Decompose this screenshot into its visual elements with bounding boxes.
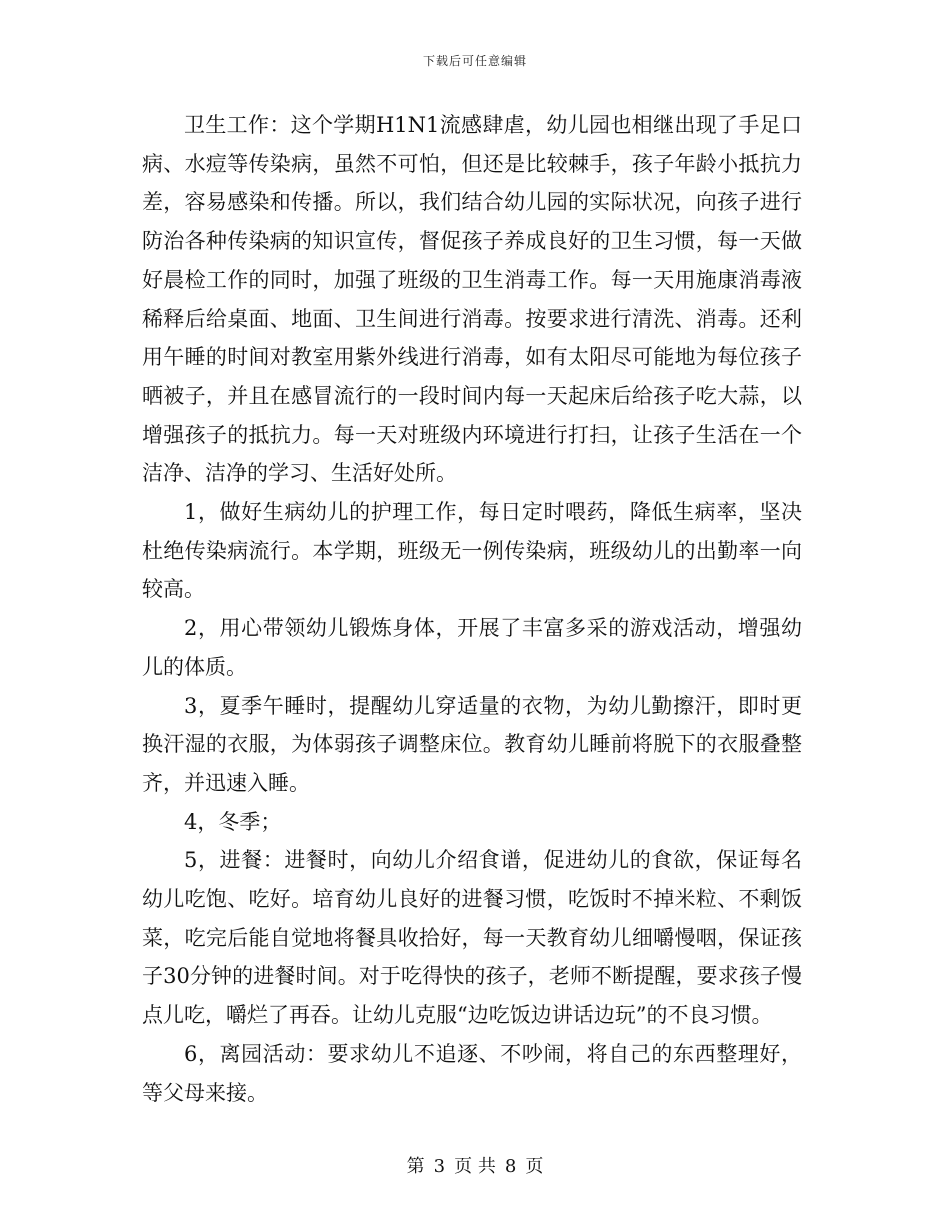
footer-page-word: 页 — [454, 1156, 473, 1177]
total-pages-number: 8 — [504, 1156, 517, 1177]
paragraph-item-1: 1，做好生病幼儿的护理工作，每日定时喂药，降低生病率，坚决杜绝传染病流行。本学期，班级无一例传染病，班级幼儿的出勤率一向较高。 — [142, 500, 802, 602]
paragraph-hygiene: 卫生工作：这个学期H1N1流感肆虐，幼儿园也相继出现了手足口病、水痘等传染病，虽然不可怕，但还是比较棘手，孩子年龄小抵抗力差，容易感染和传播。所以，我们结合幼儿园的实际状况，向孩子进行防治各种传染病的知识宣传，督促孩子养成良好的卫生习惯，每一天做好晨检工作的同时，加强了班级的卫生消毒工作。每一天用施康消毒液稀释后给桌面、地面、卫生间进行消毒。按要求进行清洗、消毒。还利用午睡的时间对教室用紫外线进行消毒，如有太阳尽可能地为每位孩子晒被子，并且在感冒流行的一段时间内每一天起床后给孩子吃大蒜，以增强孩子的抵抗力。每一天对班级内环境进行打扫，让孩子生活在一个洁净、洁净的学习、生活好处所。 — [142, 113, 802, 486]
page-header: 下载后可任意编辑 — [422, 54, 527, 68]
footer-prefix: 第 — [406, 1156, 425, 1177]
paragraph-item-6: 6，离园活动：要求幼儿不追逐、不吵闹，将自己的东西整理好，等父母来接。 — [142, 1041, 802, 1105]
document-body — [142, 106, 802, 1112]
footer-suffix: 页 — [525, 1156, 544, 1177]
paragraph-item-2: 2，用心带领幼儿锻炼身体，开展了丰富多采的游戏活动，增强幼儿的体质。 — [142, 616, 802, 679]
current-page-number: 3 — [433, 1156, 446, 1177]
paragraph-item-5: 5，进餐：进餐时，向幼儿介绍食谱，促进幼儿的食欲，保证每名幼儿吃饱、吃好。培育幼儿良好的进餐习惯，吃饭时不掉米粒、不剩饭菜，吃完后能自觉地将餐具收拾好，每一天教育幼儿细嚼慢咽，保证孩子30分钟的进餐时间。对于吃得快的孩子，老师不断提醒，要求孩子慢点儿吃，嚼烂了再吞。让幼儿克服“边吃饭边讲话边玩”的不良习惯。 — [142, 848, 802, 1028]
paragraph-item-4: 4，冬季； — [184, 809, 282, 834]
paragraph-item-3: 3，夏季午睡时，提醒幼儿穿适量的衣物，为幼儿勤擦汗，即时更换汗湿的衣服，为体弱孩子调整床位。教育幼儿睡前将脱下的衣服叠整齐，并迅速入睡。 — [142, 693, 802, 795]
page-footer — [0, 1152, 950, 1178]
footer-total-word: 共 — [477, 1156, 496, 1177]
